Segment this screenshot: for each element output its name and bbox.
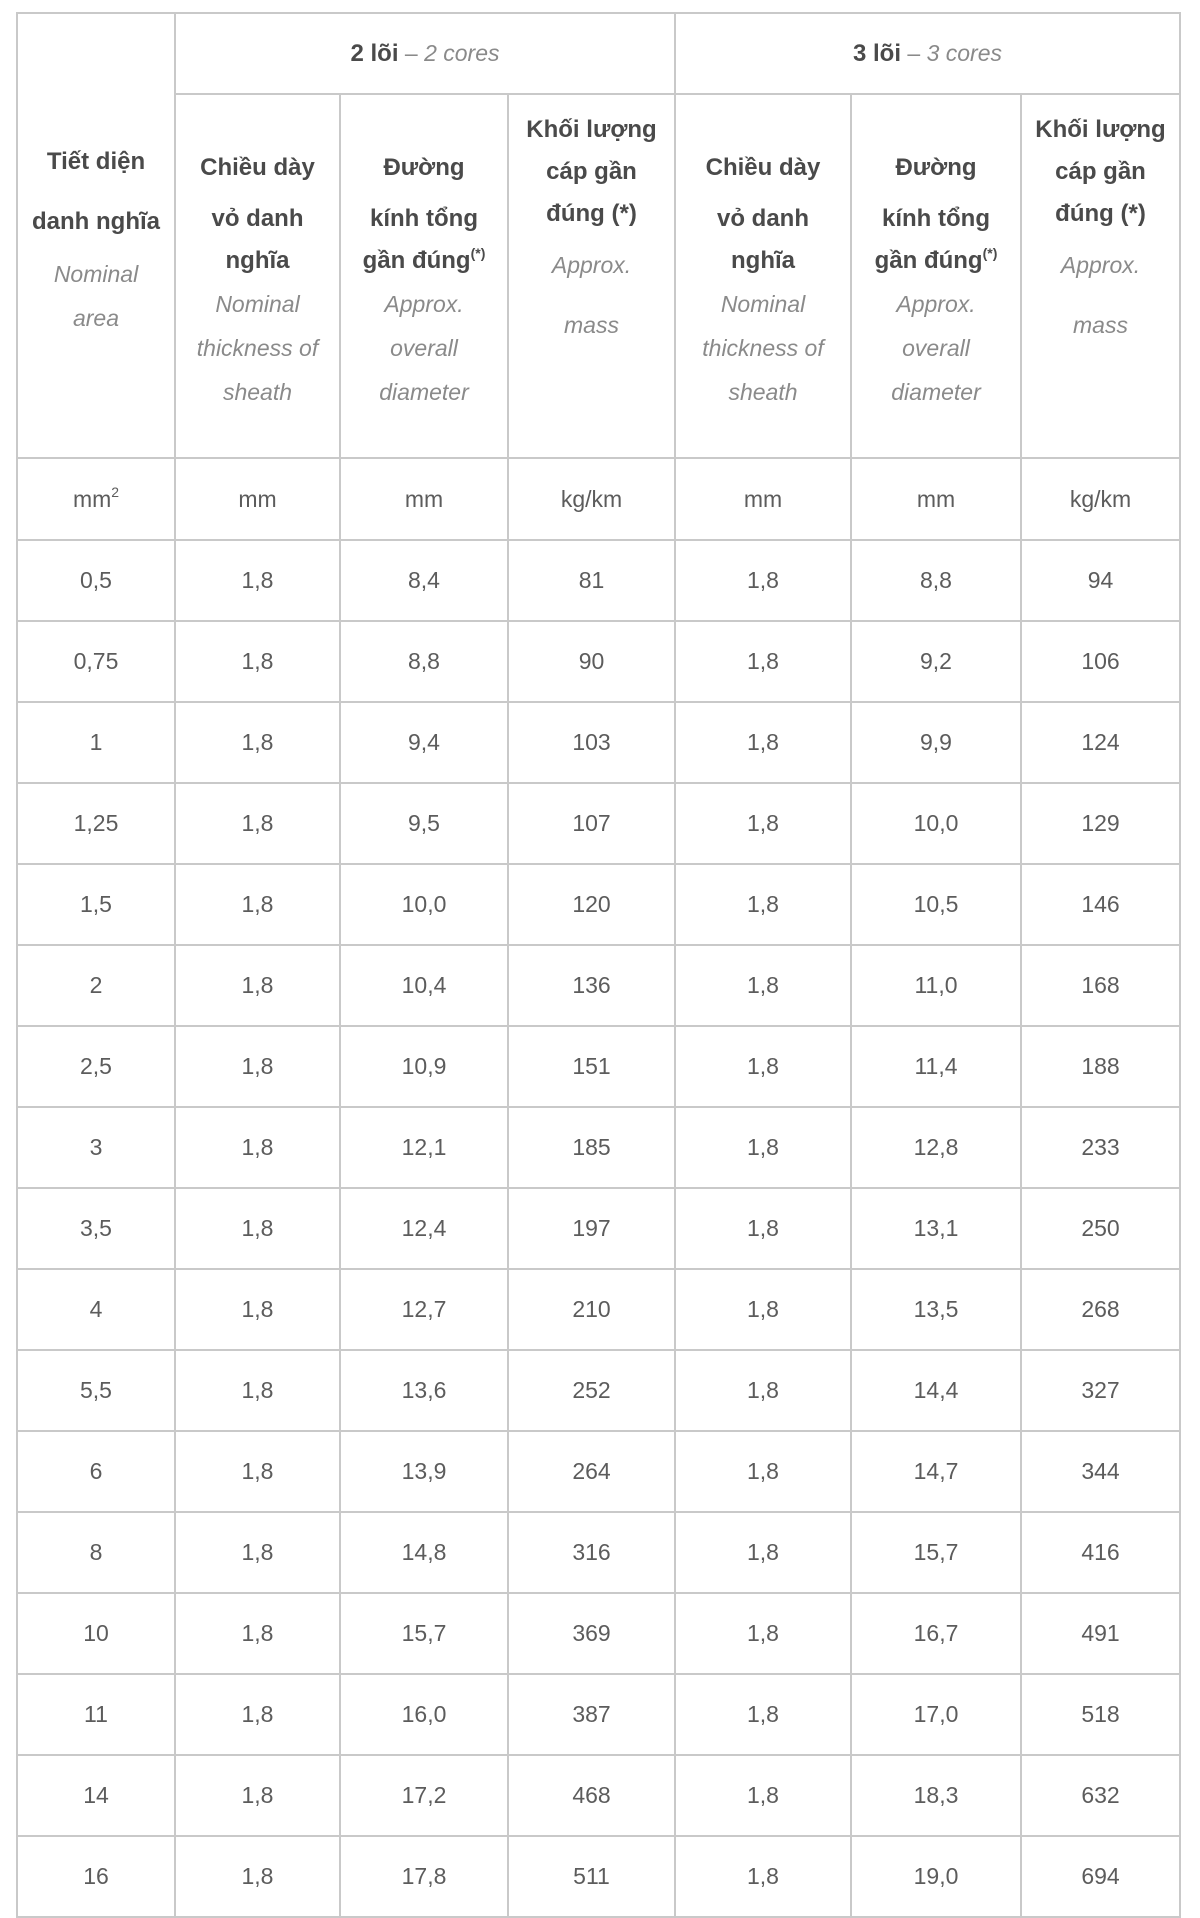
cell-mass-3-cores: 416: [1021, 1512, 1180, 1593]
cell-thickness-3-cores: 1,8: [675, 1350, 851, 1431]
cell-nominal-area: 11: [17, 1674, 175, 1755]
cell-thickness-2-cores: 1,8: [175, 1431, 340, 1512]
cell-thickness-3-cores: 1,8: [675, 945, 851, 1026]
cell-diameter-2-cores: 12,7: [340, 1269, 508, 1350]
unit-area-text: mm: [72, 485, 112, 512]
cell-diameter-2-cores: 9,5: [340, 783, 508, 864]
cell-mass-3-cores: 518: [1021, 1674, 1180, 1755]
cell-diameter-2-cores: 16,0: [340, 1674, 508, 1755]
cell-diameter-3-cores: 12,8: [851, 1107, 1021, 1188]
cell-mass-3-cores: 491: [1021, 1593, 1180, 1674]
cell-thickness-3-cores: 1,8: [675, 1188, 851, 1269]
cell-thickness-3-cores: 1,8: [675, 1674, 851, 1755]
cell-diameter-3-cores: 9,2: [851, 621, 1021, 702]
header-mass-en-line: mass: [1073, 312, 1128, 338]
table-row: [17, 1593, 1180, 1674]
cell-thickness-3-cores: 1,8: [675, 540, 851, 621]
cell-thickness-2-cores: 1,8: [175, 1269, 340, 1350]
cell-mass-2-cores: 103: [508, 702, 675, 783]
cell-diameter-3-cores: 9,9: [851, 702, 1021, 783]
header-diameter-en-line: overall: [902, 335, 970, 361]
unit-mass: kg/km: [508, 458, 675, 540]
unit-area: [17, 458, 175, 540]
header-mass-3-cores: [1021, 94, 1180, 458]
cell-thickness-3-cores: 1,8: [675, 1836, 851, 1917]
table-row: [17, 1026, 1180, 1107]
unit-mass: kg/km: [1021, 458, 1180, 540]
header-mass-vi-line: đúng (*): [1055, 200, 1146, 227]
cell-diameter-3-cores: 13,5: [851, 1269, 1021, 1350]
cell-mass-2-cores: 511: [508, 1836, 675, 1917]
cell-diameter-2-cores: 15,7: [340, 1593, 508, 1674]
cell-nominal-area: 16: [17, 1836, 175, 1917]
table-row: [17, 1107, 1180, 1188]
header-thickness-vi-line: Chiều dày: [705, 154, 821, 181]
cell-diameter-2-cores: 17,2: [340, 1755, 508, 1836]
cell-mass-3-cores: 168: [1021, 945, 1180, 1026]
cell-diameter-3-cores: 14,4: [851, 1350, 1021, 1431]
table-row: [17, 783, 1180, 864]
cell-diameter-3-cores: 15,7: [851, 1512, 1021, 1593]
cell-diameter-2-cores: 12,4: [340, 1188, 508, 1269]
cell-nominal-area: 2: [17, 945, 175, 1026]
header-diameter-vi-line-with-footnote: [858, 240, 1014, 282]
unit-thickness: mm: [675, 458, 851, 540]
cell-thickness-3-cores: 1,8: [675, 1593, 851, 1674]
group-2-cores-vi: 2 lõi: [350, 39, 399, 67]
cell-nominal-area: 0,5: [17, 540, 175, 621]
header-mass-vi-line: đúng (*): [546, 200, 637, 227]
cell-thickness-2-cores: 1,8: [175, 783, 340, 864]
table-row: [17, 621, 1180, 702]
cell-mass-2-cores: 136: [508, 945, 675, 1026]
cell-nominal-area: 5,5: [17, 1350, 175, 1431]
table-row: [17, 1188, 1180, 1269]
header-group-2-cores: [175, 13, 675, 94]
header-thickness-3-cores: [675, 94, 851, 458]
cell-diameter-3-cores: 10,5: [851, 864, 1021, 945]
cell-diameter-2-cores: 10,9: [340, 1026, 508, 1107]
cell-diameter-3-cores: 8,8: [851, 540, 1021, 621]
header-thickness-vi-line: nghĩa: [731, 247, 795, 274]
table-row: [17, 1674, 1180, 1755]
group-3-cores-en: 3 cores: [926, 39, 1003, 66]
cell-mass-2-cores: 316: [508, 1512, 675, 1593]
cell-diameter-2-cores: 8,4: [340, 540, 508, 621]
cell-mass-2-cores: 264: [508, 1431, 675, 1512]
table-row: [17, 1836, 1180, 1917]
cell-thickness-3-cores: 1,8: [675, 702, 851, 783]
cell-mass-3-cores: 233: [1021, 1107, 1180, 1188]
header-mass-2-cores: [508, 94, 675, 458]
header-diameter-vi-line: kính tổng: [370, 205, 478, 232]
cell-nominal-area: 6: [17, 1431, 175, 1512]
table-row: [17, 1269, 1180, 1350]
header-thickness-vi-line: vỏ danh: [716, 205, 809, 232]
group-3-cores-separator: –: [901, 39, 927, 66]
footnote-marker: (*): [982, 245, 998, 261]
group-2-cores-separator: –: [398, 39, 425, 66]
header-diameter-vi-text: gần đúng: [874, 247, 983, 274]
cell-thickness-2-cores: 1,8: [175, 1674, 340, 1755]
cell-mass-3-cores: 344: [1021, 1431, 1180, 1512]
cell-diameter-2-cores: 17,8: [340, 1836, 508, 1917]
header-diameter-en-line: overall: [390, 335, 458, 361]
cell-diameter-3-cores: 19,0: [851, 1836, 1021, 1917]
cell-nominal-area: 4: [17, 1269, 175, 1350]
cell-mass-2-cores: 81: [508, 540, 675, 621]
header-mass-en-line: mass: [564, 312, 619, 338]
cell-mass-2-cores: 90: [508, 621, 675, 702]
cell-mass-2-cores: 107: [508, 783, 675, 864]
cell-mass-2-cores: 387: [508, 1674, 675, 1755]
cell-mass-3-cores: 146: [1021, 864, 1180, 945]
header-diameter-vi-line: Đường: [895, 154, 977, 181]
cell-mass-3-cores: 694: [1021, 1836, 1180, 1917]
header-diameter-en-line: Approx.: [384, 291, 464, 317]
cell-mass-2-cores: 252: [508, 1350, 675, 1431]
header-diameter-en-line: diameter: [379, 379, 469, 405]
cell-mass-3-cores: 188: [1021, 1026, 1180, 1107]
header-mass-en-line: Approx.: [1060, 252, 1141, 278]
cell-diameter-3-cores: 10,0: [851, 783, 1021, 864]
header-thickness-en-line: Nominal: [215, 291, 300, 317]
header-thickness-vi-line: nghĩa: [225, 247, 290, 274]
cell-thickness-3-cores: 1,8: [675, 783, 851, 864]
cell-diameter-3-cores: 14,7: [851, 1431, 1021, 1512]
cell-thickness-2-cores: 1,8: [175, 702, 340, 783]
cell-thickness-2-cores: 1,8: [175, 1026, 340, 1107]
cell-nominal-area: 10: [17, 1593, 175, 1674]
header-nominal-area-en-line: area: [72, 304, 120, 331]
cell-diameter-2-cores: 10,4: [340, 945, 508, 1026]
cell-thickness-2-cores: 1,8: [175, 945, 340, 1026]
cell-thickness-3-cores: 1,8: [675, 1512, 851, 1593]
header-diameter-vi-text: gần đúng: [362, 247, 471, 274]
cell-nominal-area: 3: [17, 1107, 175, 1188]
header-thickness-vi-line: vỏ danh: [211, 205, 304, 232]
cell-thickness-3-cores: 1,8: [675, 621, 851, 702]
header-nominal-area-en-line: Nominal: [53, 260, 139, 287]
cell-thickness-2-cores: 1,8: [175, 1755, 340, 1836]
cell-nominal-area: 2,5: [17, 1026, 175, 1107]
header-thickness-en-line: thickness of: [196, 335, 319, 361]
cell-thickness-3-cores: 1,8: [675, 1431, 851, 1512]
header-thickness-en-line: Nominal: [720, 291, 806, 317]
cell-mass-3-cores: 124: [1021, 702, 1180, 783]
header-nominal-area: [17, 13, 175, 458]
cell-mass-3-cores: 106: [1021, 621, 1180, 702]
cell-mass-2-cores: 197: [508, 1188, 675, 1269]
cell-nominal-area: 1,5: [17, 864, 175, 945]
header-nominal-area-vi-line: Tiết diện: [46, 147, 146, 175]
header-thickness-en-line: sheath: [222, 379, 293, 405]
cell-mass-2-cores: 120: [508, 864, 675, 945]
header-diameter-vi-line-with-footnote: [347, 240, 501, 282]
cell-thickness-2-cores: 1,8: [175, 1593, 340, 1674]
cell-nominal-area: 3,5: [17, 1188, 175, 1269]
cell-thickness-2-cores: 1,8: [175, 1107, 340, 1188]
header-diameter-en-line: diameter: [891, 379, 981, 405]
cell-mass-2-cores: 210: [508, 1269, 675, 1350]
cell-mass-3-cores: 632: [1021, 1755, 1180, 1836]
cell-nominal-area: 8: [17, 1512, 175, 1593]
cell-diameter-2-cores: 13,9: [340, 1431, 508, 1512]
cell-thickness-2-cores: 1,8: [175, 1836, 340, 1917]
unit-diameter: mm: [851, 458, 1021, 540]
cell-thickness-3-cores: 1,8: [675, 1269, 851, 1350]
table-row: [17, 945, 1180, 1026]
cell-diameter-3-cores: 17,0: [851, 1674, 1021, 1755]
header-diameter-vi-line: kính tổng: [882, 205, 990, 232]
table-body: [17, 458, 1180, 1917]
header-group-3-cores: [675, 13, 1180, 94]
group-3-cores-vi: 3 lõi: [852, 39, 901, 67]
cell-mass-2-cores: 369: [508, 1593, 675, 1674]
header-thickness-vi-line: Chiều dày: [200, 154, 315, 181]
unit-row: [17, 458, 1180, 540]
cell-mass-2-cores: 151: [508, 1026, 675, 1107]
cable-spec-table: [16, 12, 1181, 1918]
header-thickness-2-cores: [175, 94, 340, 458]
group-2-cores-en: 2 cores: [424, 39, 500, 66]
table-row: [17, 702, 1180, 783]
table-row: [17, 1755, 1180, 1836]
cell-thickness-3-cores: 1,8: [675, 1755, 851, 1836]
cell-diameter-2-cores: 8,8: [340, 621, 508, 702]
cell-nominal-area: 1,25: [17, 783, 175, 864]
header-thickness-en-line: thickness of: [702, 335, 824, 361]
cell-diameter-3-cores: 11,4: [851, 1026, 1021, 1107]
cell-mass-2-cores: 185: [508, 1107, 675, 1188]
cell-thickness-2-cores: 1,8: [175, 621, 340, 702]
table-row: [17, 1350, 1180, 1431]
cable-spec-table-container: [16, 12, 1179, 1918]
cell-diameter-2-cores: 10,0: [340, 864, 508, 945]
cell-nominal-area: 1: [17, 702, 175, 783]
cell-thickness-2-cores: 1,8: [175, 864, 340, 945]
header-diameter-vi-line: Đường: [383, 154, 465, 181]
cell-mass-3-cores: 327: [1021, 1350, 1180, 1431]
header-diameter-2-cores: [340, 94, 508, 458]
cell-thickness-3-cores: 1,8: [675, 864, 851, 945]
cell-thickness-2-cores: 1,8: [175, 1350, 340, 1431]
header-diameter-3-cores: [851, 94, 1021, 458]
header-thickness-en-line: sheath: [728, 379, 798, 405]
cell-diameter-3-cores: 13,1: [851, 1188, 1021, 1269]
cell-thickness-3-cores: 1,8: [675, 1026, 851, 1107]
cell-thickness-3-cores: 1,8: [675, 1107, 851, 1188]
header-subheader-row: [17, 94, 1180, 458]
cell-diameter-3-cores: 16,7: [851, 1593, 1021, 1674]
header-diameter-en-line: Approx.: [896, 291, 976, 317]
cell-mass-2-cores: 468: [508, 1755, 675, 1836]
cell-nominal-area: 14: [17, 1755, 175, 1836]
table-row: [17, 540, 1180, 621]
cell-thickness-2-cores: 1,8: [175, 1188, 340, 1269]
header-mass-vi-line: cáp gần: [546, 158, 637, 185]
footnote-marker: (*): [470, 245, 486, 261]
cell-mass-3-cores: 250: [1021, 1188, 1180, 1269]
header-mass-vi-line: Khối lượng: [1035, 116, 1166, 143]
unit-diameter: mm: [340, 458, 508, 540]
unit-thickness: mm: [175, 458, 340, 540]
header-mass-vi-line: Khối lượng: [526, 116, 657, 143]
cell-diameter-2-cores: 13,6: [340, 1350, 508, 1431]
cell-diameter-3-cores: 18,3: [851, 1755, 1021, 1836]
cell-diameter-2-cores: 9,4: [340, 702, 508, 783]
table-row: [17, 1431, 1180, 1512]
cell-mass-3-cores: 94: [1021, 540, 1180, 621]
cell-diameter-2-cores: 14,8: [340, 1512, 508, 1593]
cell-thickness-2-cores: 1,8: [175, 1512, 340, 1593]
cell-diameter-2-cores: 12,1: [340, 1107, 508, 1188]
header-mass-en-line: Approx.: [551, 252, 632, 278]
table-row: [17, 864, 1180, 945]
header-mass-vi-line: cáp gần: [1055, 158, 1146, 185]
cell-mass-3-cores: 129: [1021, 783, 1180, 864]
unit-area-superscript: 2: [111, 483, 120, 500]
cell-mass-3-cores: 268: [1021, 1269, 1180, 1350]
cell-nominal-area: 0,75: [17, 621, 175, 702]
header-nominal-area-vi-line: danh nghĩa: [32, 207, 160, 235]
cell-thickness-2-cores: 1,8: [175, 540, 340, 621]
cell-diameter-3-cores: 11,0: [851, 945, 1021, 1026]
table-row: [17, 1512, 1180, 1593]
header-group-row: [17, 13, 1180, 94]
